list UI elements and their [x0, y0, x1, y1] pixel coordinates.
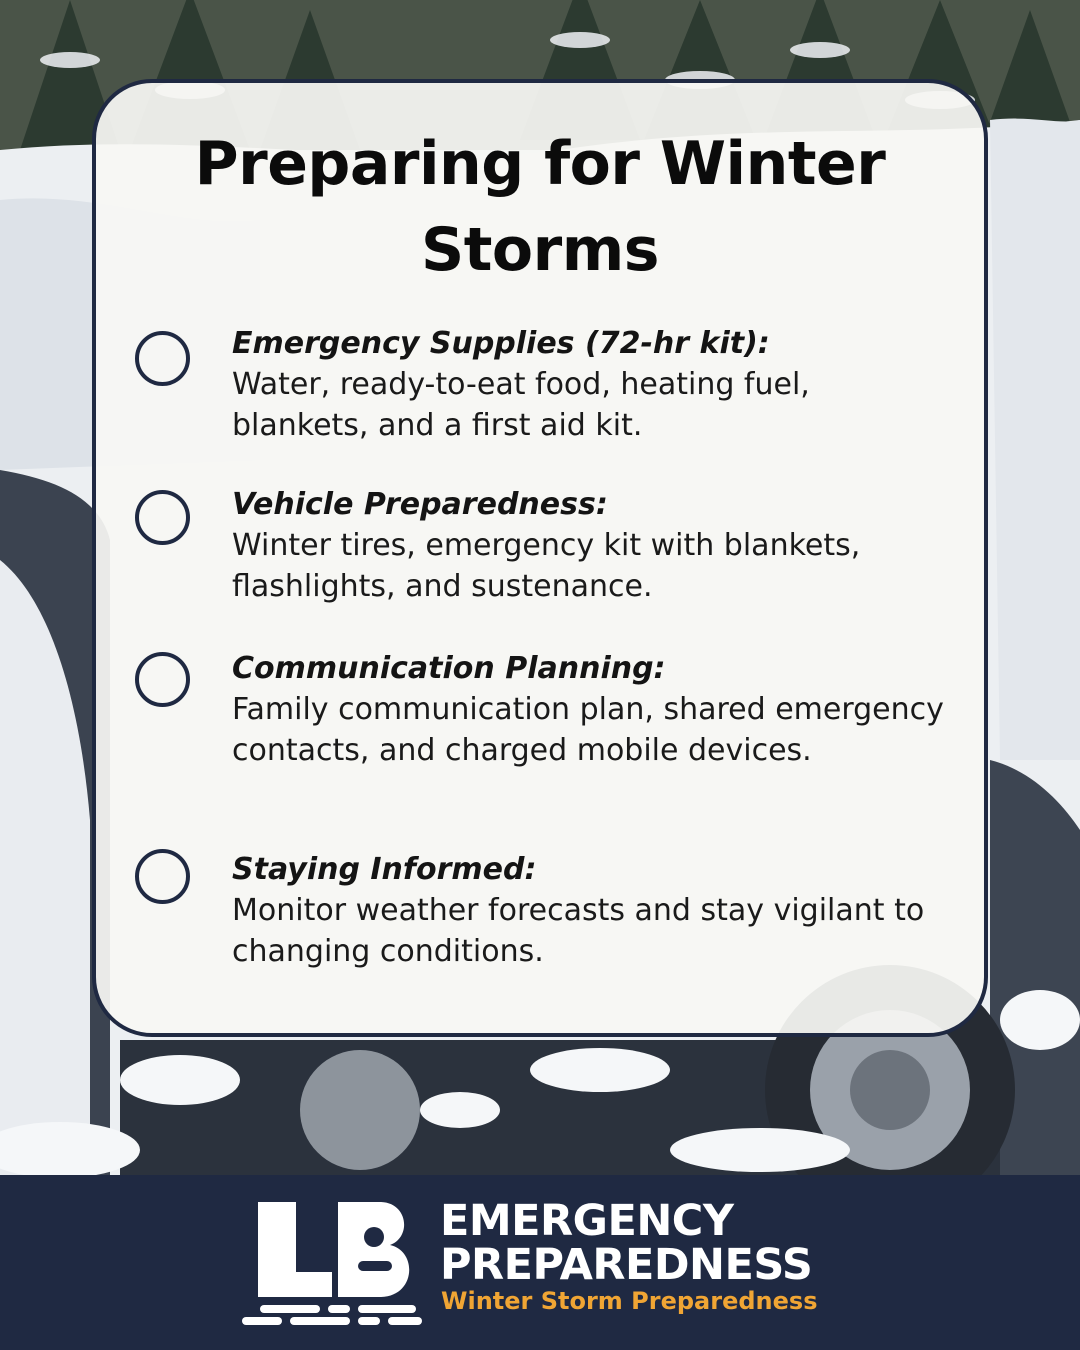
item-heading: Communication Planning: [232, 651, 666, 686]
item-text [232, 648, 954, 771]
checklist-card [92, 79, 988, 1037]
checkbox-circle-icon[interactable] [135, 331, 190, 386]
item-text [232, 484, 954, 607]
brand-line-2: PREPAREDNESS [440, 1240, 813, 1290]
checkbox-circle-icon[interactable] [135, 652, 190, 707]
item-description: Water, ready-to-eat food, heating fuel, blankets, and a first aid kit. [232, 367, 810, 443]
brand-line-1: EMERGENCY [440, 1196, 734, 1246]
footer-banner [0, 1175, 1080, 1350]
brand-name [440, 1196, 813, 1290]
item-description: Monitor weather forecasts and stay vigilant to changing conditions. [232, 893, 925, 969]
lb-logo-icon [240, 1197, 425, 1332]
checkbox-circle-icon[interactable] [135, 490, 190, 545]
item-heading: Emergency Supplies (72-hr kit): [232, 326, 770, 361]
checkbox-circle-icon[interactable] [135, 849, 190, 904]
item-description: Family communication plan, shared emergency contacts, and charged mobile devices. [232, 692, 944, 768]
item-text [232, 323, 954, 446]
item-heading: Vehicle Preparedness: [232, 487, 608, 522]
page-title: Preparing for Winter Storms [194, 129, 886, 285]
item-heading: Staying Informed: [232, 852, 537, 887]
footer-subtitle: Winter Storm Preparedness [441, 1287, 818, 1315]
item-description: Winter tires, emergency kit with blankets, flashlights, and sustenance. [232, 528, 861, 604]
item-text [232, 849, 954, 972]
